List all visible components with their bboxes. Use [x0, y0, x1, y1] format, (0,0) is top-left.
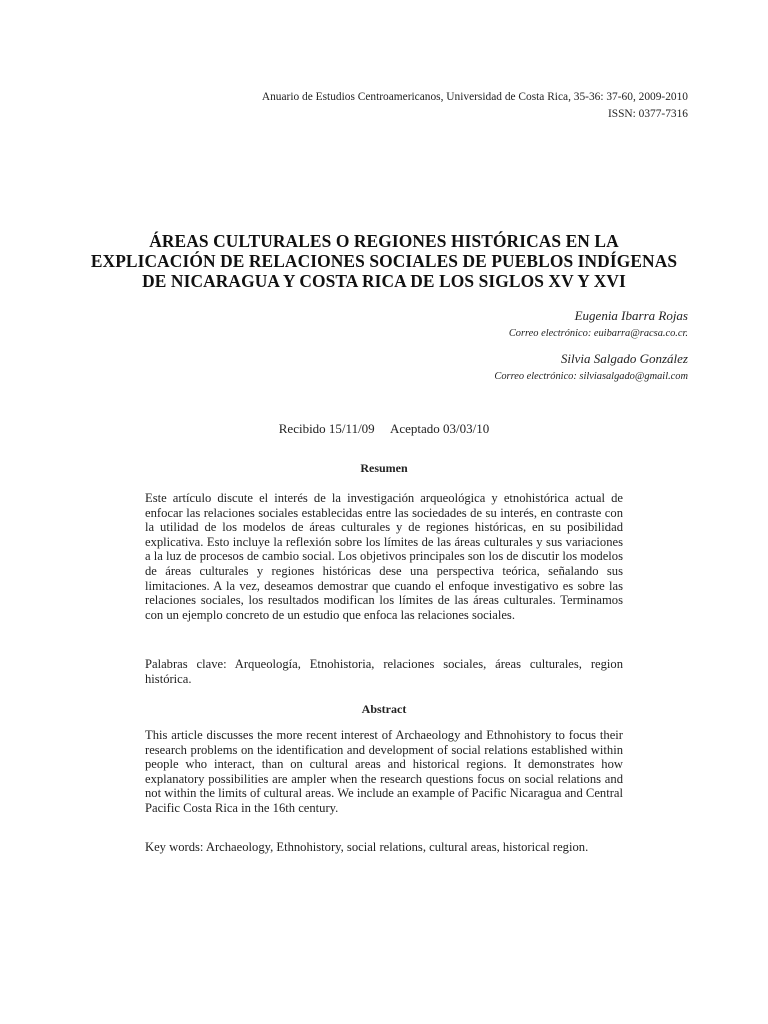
journal-citation: Anuario de Estudios Centroamericanos, Universidad de Costa Rica, 35-36: 37-60, 2009-2010 — [261, 91, 688, 103]
author-email: Correo electrónico: euibarra@racsa.co.cr. — [508, 328, 688, 339]
resumen-keywords: Palabras clave: Arqueología, Etnohistoria, relaciones sociales, áreas culturales, region histórica. — [145, 657, 623, 686]
received-date: Recibido 15/11/09 — [278, 421, 375, 436]
author-name: Silvia Salgado González — [560, 351, 688, 366]
issn-line: ISSN: 0377-7316 — [607, 108, 688, 120]
abstract-heading: Abstract — [361, 702, 407, 716]
title-line-1: ÁREAS CULTURALES O REGIONES HISTÓRICAS EN LA — [149, 231, 619, 251]
submission-dates — [0, 421, 768, 437]
author-block-2 — [494, 351, 688, 384]
accepted-date: Aceptado 03/03/10 — [389, 421, 490, 436]
journal-header — [262, 89, 688, 123]
author-name: Eugenia Ibarra Rojas — [574, 308, 688, 323]
resumen-body: Este artículo discute el interés de la investigación arqueológica y etnohistórica actual de enfocar las relaciones sociales establecidas entre las sociedades de su interés, en contraste con la utilidad de los modelos de áreas culturales y de regiones históricas, en su posibilidad explicativa. Esto incluye la reflexión sobre los límites de las áreas culturales y sus variaciones a la luz de procesos de cambio social. Los objetivos principales son los de discutir los modelos de áreas culturales y regiones históricas dese una perspectiva teórica, señalando sus limitaciones. A la vez, deseamos demostrar que cuando el enfoque investigativo es sobre las relaciones sociales, los resultados modifican los límites de las áreas culturales. Terminamos con un ejemplo concreto de un estudio que enfoca las relaciones sociales. — [145, 491, 623, 622]
article-title — [70, 231, 698, 291]
abstract-keywords: Key words: Archaeology, Ethnohistory, social relations, cultural areas, historical region. — [145, 840, 589, 854]
author-email: Correo electrónico: silviasalgado@gmail.com — [494, 371, 688, 382]
abstract-body: This article discusses the more recent interest of Archaeology and Ethnohistory to focus their research problems on the identification and development of social relations established within people who interact, than on cultural areas and historical regions. It demonstrates how explanatory possibilities are ampler when the research questions focus on social relations and not within the limits of cultural areas. We include an example of Pacific Nicaragua and Central Pacific Costa Rica in the 16th century. — [145, 728, 623, 815]
title-line-3: DE NICARAGUA Y COSTA RICA DE LOS SIGLOS XV Y XVI — [142, 271, 626, 291]
resumen-heading: Resumen — [360, 461, 408, 475]
author-block-1 — [509, 308, 688, 341]
title-line-2: EXPLICACIÓN DE RELACIONES SOCIALES DE PUEBLOS INDÍGENAS — [90, 251, 678, 271]
